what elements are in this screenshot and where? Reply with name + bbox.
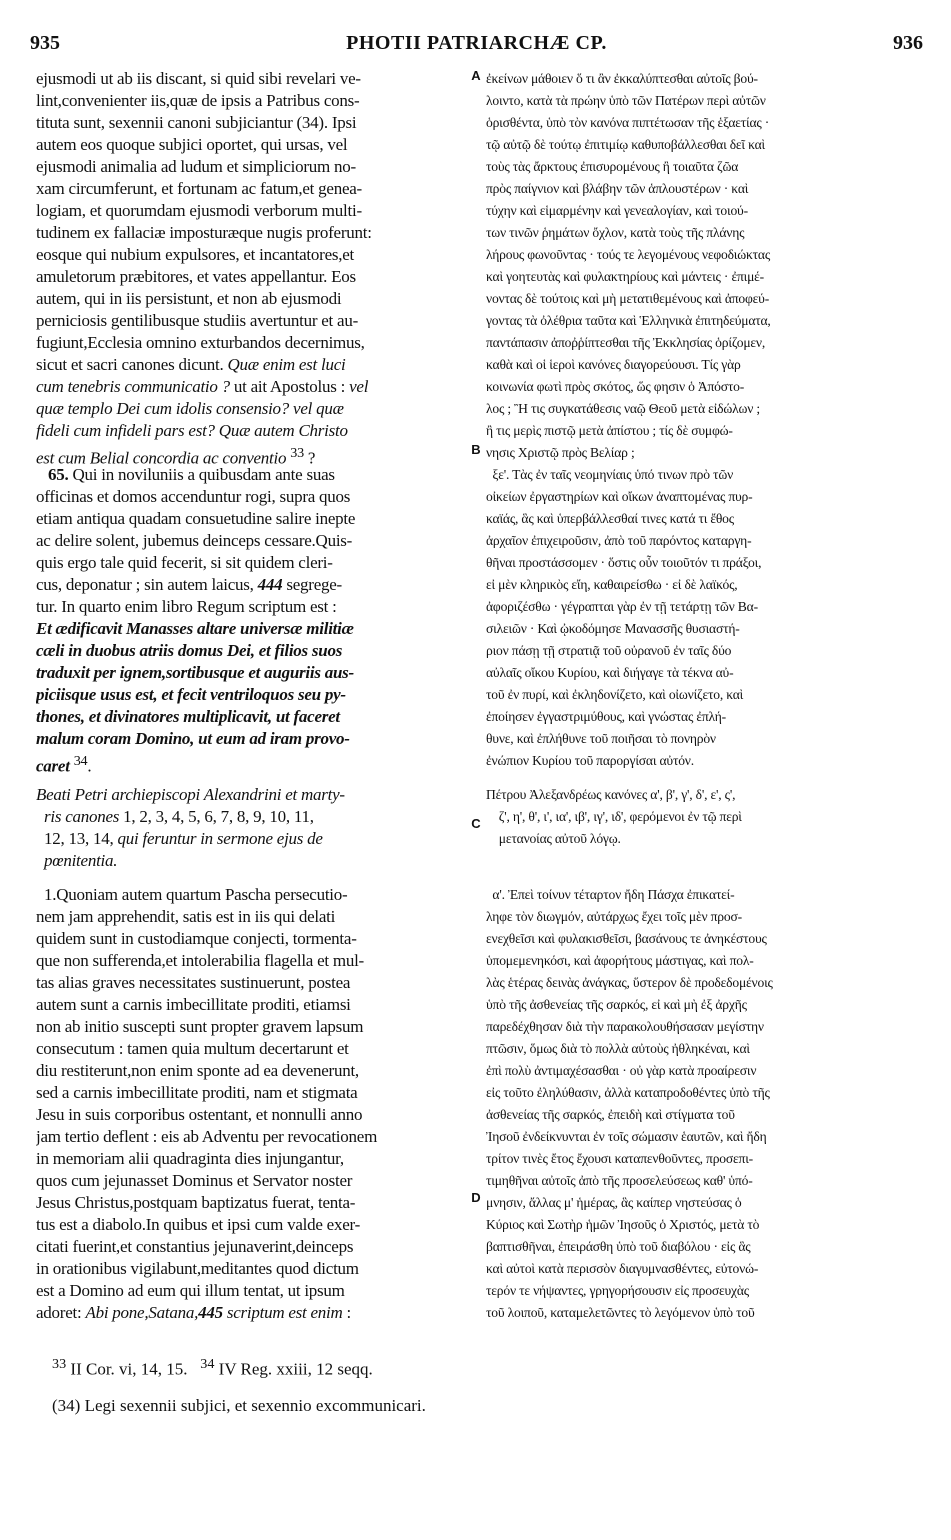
text-line: sed a carnis imbecillitate proditi, nam et stigmata [36,1083,358,1102]
text-line: autem, qui in iis persistunt, et non ab ejusmodi [36,289,342,308]
text-line: consecutum : tamen quia multum decertarunt et [36,1039,349,1058]
text-run: adoret: [36,1303,86,1322]
text-line: μνησιν, ἄλλας μ' ἡμέρας, ἃς καίπερ νηστεύσας ὁ [486,1195,742,1210]
italic-run: scriptum est enim [222,1303,343,1322]
footnotes [52,1346,912,1424]
footnote-text: II Cor. vi, 14, 15. [66,1359,188,1379]
text-line: quæ templo Dei cum idolis consensio? vel quæ [36,399,344,418]
text-line: σιλειῶν · Καὶ ᾠκοδόμησε Μανασσῆς θυσιαστή- [486,621,740,636]
text-run: ξε'. Τὰς ἐν ταῖς νεομηνίαις ὑπό τινων πρὸ τῶν [492,467,734,482]
italic-run: est cum Belial concordia ac conventio [36,448,287,468]
text-line: ἢ τις μερὶς πιστῷ μετὰ ἀπίστου ; τίς δὲ συμφώ- [486,423,733,438]
text-run: 1.Quoniam autem quartum Pascha persecutio- [44,885,348,904]
text-line: καθὰ καὶ οἱ ἱεροὶ κανόνες διαγορεύουσι. Τίς γὰρ [486,357,741,372]
text-line: Beati Petri archiepiscopi Alexandrini et marty- [36,785,345,804]
text-line: tur. In quarto enim libro Regum scriptum est : [36,597,337,616]
text-line: amuletorum præbitores, et vates appellantur. Eos [36,267,356,286]
text-run: α'. Ἐπεὶ τοίνυν τέταρτον ἤδη Πάσχα ἐπικατεί- [492,887,735,902]
italic-run: caret [36,756,70,776]
text-line: eosque qui nubium expulsores, et incantatores,et [36,245,354,264]
text-run: μετανοίας αὐτοῦ λόγῳ. [498,831,621,846]
text-run: segrege- [282,575,342,594]
text-line: πτῶσιν, ὅμως διὰ τὸ πολλὰ αὐτοὺς ἠθληκέναι, καὶ [486,1041,750,1056]
spacer [36,872,466,884]
text-line: ἐποίησεν ἐγγαστριμύθους, καὶ γνώστας ἐπλή- [486,709,727,724]
spacer [486,872,924,884]
text-line: perniciosis gentilibusque studiis avertuntur et au- [36,311,358,330]
text-line: ἐνώπιον Κυρίου τοῦ παροργίσαι αὐτόν. [486,753,694,768]
text-line: jam tertio deflent : eis ab Adventu per revocationem [36,1127,378,1146]
text-line: τῷ αὐτῷ δὲ τούτῳ ἐπιτιμίῳ καθυποβάλλεσθαι δεῖ καὶ [486,137,766,152]
page-number-right: 936 [893,32,923,54]
text-line: citati fuerint,et constantius jejunaverint,deinceps [36,1237,354,1256]
text-line [486,464,924,486]
text-line: Et ædificavit Manasses altare universæ militiæ [36,619,354,638]
spacer [36,772,466,784]
text-line: tus est a diabolo.In quibus et ipsi cum valde exer- [36,1215,360,1234]
text-line [36,806,466,828]
text-line: εἰ μὲν κληρικὸς εἴη, καθαιρείσθω · εἰ δὲ λαϊκός, [486,577,738,592]
text-line: ejusmodi ut ab iis discant, si quid sibi revelari ve- [36,69,361,88]
running-header [30,32,923,58]
text-line: λοιντο, κατὰ τὰ πρώην ὑπὸ τῶν Πατέρων περὶ αὐτῶν [486,93,766,108]
text-line: quis ergo tale quid fecerit, si sit quidem cleri- [36,553,333,572]
text-line: ληφε τὸν διωγμόν, αὐτάρχως ἔχει τοῖς μὲν προσ- [486,909,742,924]
text-line [36,464,466,486]
text-line: καὶ γοητευτὰς καὶ φυλακτηρίους καὶ μάντεις · ἐπιμέ- [486,269,765,284]
text-line: thones, et divinatores multiplicavit, ut faceret [36,707,340,726]
text-line: λήρους φωνοῦντας · τούς τε λεγομένους νεφοδιώκτας [486,247,770,262]
footnote-line: (34) Legi sexennii subjici, et sexennio excommunicari. [52,1395,426,1415]
text-line: ριον πάσῃ τῇ στρατιᾷ τοῦ οὐρανοῦ ἐν ταῖς δύο [486,643,732,658]
text-line: fugiunt,Ecclesia omnino exturbandos decernimus, [36,333,365,352]
text-line: in orationibus vigilabunt,meditantes quod dictum [36,1259,359,1278]
greek-column [486,68,924,1324]
italic-run: cum tenebris communicatio ? [36,377,230,396]
italic-run: qui feruntur in sermone ejus de [117,829,323,848]
text-line: ὑπομεμενηκόσι, καὶ ἀφορήτους μάστιγας, καὶ πολ- [486,953,754,968]
text-run: 12, 13, 14, [44,829,114,848]
text-line: officinas et domos accenduntur rogi, supra quos [36,487,351,506]
italic-run: pœnitentia. [44,851,118,870]
footnote-number: 34 [200,1356,215,1372]
text-line: que non sufferenda,et intolerabilia flagella et mul- [36,951,364,970]
running-title: PHOTII PATRIARCHÆ CP. [346,32,607,54]
text-line: θυνε, καὶ ἐπλήθυνε τοῦ ποιῆσαι τὸ πονηρὸν [486,731,716,746]
text-line: οἰκείων ἐργαστηρίων καὶ οἴκων ἀναπτομένας πυρ- [486,489,753,504]
text-line: τιμηθῆναι αὐτοῖς ἀπὸ τῆς προσελεύσεως καθ' ὑπό- [486,1173,753,1188]
text-line: ἀφοριζέσθω · γέγραπται γὰρ ἐν τῇ τετάρτῃ τῶν Βα- [486,599,758,614]
text-line: ἐκείνων μάθοιεν ὅ τι ἂν ἐκκαλύπτεσθαι αὐτοῖς βού- [486,71,758,86]
text-line: ενεχθεῖσι καὶ φυλακισθεῖσι, βασάνους τε ἀνηκέστους [486,931,767,946]
text-line: quos cum jejunasset Dominus et Servator noster [36,1171,353,1190]
text-line [36,376,466,398]
latin-section-1 [36,68,466,468]
text-line: γοντας τὰ ὀλέθρια ταῦτα καὶ Ἑλληνικὰ ἐπιτηδεύματα, [486,313,771,328]
footnote-ref: 33 [290,445,304,461]
text-line: autem eos quoque subjici oportet, qui ursas, vel [36,135,348,154]
greek-petri-title [486,784,924,872]
text-line: των τινῶν ῥημάτων ὄχλον, κατὰ τοὺς τῆς πλάνης [486,225,745,240]
footnote-ref: 34 [73,753,88,769]
text-run: ? [303,448,316,468]
section-marker-b: B [471,442,481,457]
text-line [36,574,466,596]
text-run: 1, 2, 3, 4, 5, 6, 7, 8, 9, 10, 11, [123,807,314,826]
text-line: est a Domino ad eum qui illum tentat, ut ipsum [36,1281,345,1300]
spacer [486,850,924,872]
greek-canon-1 [486,884,924,1324]
text-line: Κύριος καὶ Σωτὴρ ἡμῶν Ἰησοῦς ὁ Χριστός, μετὰ τὸ [486,1217,760,1232]
italic-run: vel [349,377,369,396]
footnote-number: 33 [52,1356,67,1372]
text-line: non ab initio suscepti sunt propter gravem lapsum [36,1017,364,1036]
text-line: tituta sunt, sexennii canoni subjiciantur (34). Ipsi [36,113,357,132]
text-line: ἐπὶ πολὺ ἀντιμαχέσασθαι · οὐ γὰρ κατὰ προαίρεσιν [486,1063,757,1078]
text-line: diu restiterunt,non enim sponte ad ea devenerunt, [36,1061,359,1080]
text-line: Jesu in suis corporibus ostentant, et nonnulli anno [36,1105,363,1124]
text-line [36,884,466,906]
text-line: tas alias graves necessitates sustinuerunt, postea [36,973,351,992]
text-line [36,828,466,850]
text-line: logiam, et quorumdam ejusmodi verborum multi- [36,201,362,220]
text-run: : [342,1303,352,1322]
text-line [36,442,466,468]
footnote-text: IV Reg. xxiii, 12 seqq. [214,1359,373,1379]
text-line: ejusmodi animalia ad ludum et simpliciorum no- [36,157,356,176]
spacer [486,772,924,784]
text-run: cus, deponatur ; sin autem laicus, [36,575,258,594]
page-number-left: 935 [30,32,60,54]
text-line: καϊάς, ἃς καὶ ὑπερβάλλεσθαί τινες κατά τι ἔθος [486,511,734,526]
text-line: tudinem ex fallaciæ imposturæque nugis proferunt: [36,223,372,242]
text-line: lint,convenienter iis,quæ de ipsis a Patribus cons- [36,91,360,110]
text-line: τοῦ λοιποῦ, καταμελετῶντες τὸ λεγόμενον ὑπὸ τοῦ [486,1305,755,1320]
italic-run: Quæ enim est luci [227,355,346,374]
text-run: ut ait Apostolus : [229,377,350,396]
text-line [486,884,924,906]
text-line: τοὺς τὰς ἄρκτους ἐπισυρομένους ἢ τοιαῦτα ζῶα [486,159,739,174]
text-line [486,806,924,828]
italic-run: ris canones [44,807,120,826]
text-line: in memoriam alii quadraginta dies injungantur, [36,1149,344,1168]
margin-number: 445 [198,1303,223,1322]
section-marker-c: C [471,816,481,831]
text-line: τύχην καὶ εἱμαρμένην καὶ γενεαλογίαν, καὶ τοιού- [486,203,748,218]
section-marker-a: A [471,68,481,83]
text-line: ἀρχαῖον ἐπιχειροῦσιν, ἀπὸ τοῦ παρόντος καταργη- [486,533,752,548]
text-line: λος ; Ἢ τις συγκατάθεσις ναῷ Θεοῦ μετὰ εἰδώλων ; [486,401,760,416]
latin-canon-65 [36,464,466,776]
text-line: θῆναι προστάσσομεν · ὅστις οὖν τοιοῦτόν τι πράξοι, [486,555,762,570]
canon-number: 65. [48,465,69,484]
text-run: ζ', η', θ', ι', ια', ιβ', ιγ', ιδ', φερόμενοι ἐν τῷ περὶ [498,809,742,824]
greek-canon-65 [486,464,924,772]
text-line: ὑπὸ τῆς ἀσθενείας τῆς σαρκός, εἰ καὶ μὴ ἐξ ἀρχῆς [486,997,747,1012]
italic-run: Abi pone,Satana, [85,1303,199,1322]
text-line [36,850,466,872]
text-line [486,828,924,850]
text-line: Jesus Christus,postquam baptizatus fuerat, tenta- [36,1193,356,1212]
text-line: ὁρισθέντα, ὑπὸ τὸν κανόνα πιπτέτωσαν τῆς ἑξαετίας · [486,115,770,130]
text-line: cæli in duobus atriis domus Dei, et filios suos [36,641,343,660]
text-line: fideli cum infideli pars est? Quæ autem Christo [36,421,348,440]
text-line: ac delire solent, jubemus deinceps cessare.Quis- [36,531,353,550]
latin-column [36,68,466,1324]
text-line: Ἰησοῦ ἐνδείκνυνται ἐν τοῖς σώμασιν ἑαυτῶν, καὶ ἤδη [486,1129,767,1144]
text-line: piciisque usus est, et fecit ventriloquos seu py- [36,685,346,704]
text-line: τοῦ ἐν πυρί, καὶ ἐκληδονίζετο, καὶ οἰωνίζετο, καὶ [486,687,744,702]
text-line: καὶ αὐτοὶ κατὰ περισσὸν διαγυμνασθέντες, εὐτονώ- [486,1261,759,1276]
footnote-line [52,1346,912,1388]
text-line: caret $^{34}$. [36,753,92,776]
text-line: traduxit per ignem,sortibusque et auguriis aus- [36,663,354,682]
text-line: quidem sunt in custodiamque conjecti, tormenta- [36,929,357,948]
latin-petri-title [36,784,466,872]
text-line: Πέτρου Ἀλεξανδρέως κανόνες α', β', γ', δ', ε', ς', [486,787,736,802]
text-line: nem jam apprehendit, satis est in iis qui delati [36,907,336,926]
text-line: εἰς τοῦτο ἐληλύθασιν, ἀλλὰ καταπροδοθέντες ὑπὸ τῆς [486,1085,770,1100]
latin-canon-1 [36,884,466,1324]
text-line: νοντας δὲ τούτοις καὶ μὴ μετατιθεμένους καὶ ἀποφεύ- [486,291,770,306]
text-line: τερόν τε νήψαντες, γρηγορήσουσιν εἰς προσευχὰς [486,1283,749,1298]
section-marker-d: D [471,1190,481,1205]
greek-section-1 [486,68,924,464]
margin-number: 444 [257,575,283,594]
text-line: βαπτισθῆναι, ἐπειράσθη ὑπὸ τοῦ διαβόλου · εἰς ἃς [486,1239,751,1254]
text-line: παντάπασιν ἀποῤῥίπτεσθαι τῆς Ἐκκλησίας ὁρίζομεν, [486,335,766,350]
text-line: νησις Χριστῷ πρὸς Βελίαρ ; [486,445,635,460]
text-line: αὐλαῖς οἴκου Κυρίου, καὶ διήγαγε τὰ τέκνα αὐ- [486,665,734,680]
text-line: xam circumferunt, et fortunam ac fatum,et genea- [36,179,362,198]
text-line: autem sunt a carnis imbecillitate proditi, etiamsi [36,995,351,1014]
text-line: πρὸς παίγνιον καὶ βλάβην τῶν ἁπλουστέρων · καὶ [486,181,749,196]
text-line: παρεδέχθησαν διὰ τὴν παρακολουθήσασαν μεγίστην [486,1019,764,1034]
text-line: τρίτον τινὲς ἔτος ἔχουσι καταπενθοῦντες, προσεπι- [486,1151,753,1166]
text-line [36,354,466,376]
text-run: Qui in noviluniis a quibusdam ante suas [68,465,335,484]
text-line: λὰς ἑτέρας δεινὰς ἀνάγκας, ὕστερον δὲ προδεδομένοις [486,975,773,990]
text-line [36,1302,466,1324]
text-line: malum coram Domino, ut eum ad iram provo- [36,729,350,748]
text-run: sicut et sacri canones dicunt. [36,355,224,374]
text-line: κοινωνία φωτὶ πρὸς σκότος, ὥς φησιν ὁ Ἀπόστο- [486,379,745,394]
text-line: ἀσθενείας τῆς σαρκός, ἐπειδὴ καὶ στίγματα τοῦ [486,1107,735,1122]
text-line: etiam antiqua quadam consuetudine salire inepte [36,509,356,528]
